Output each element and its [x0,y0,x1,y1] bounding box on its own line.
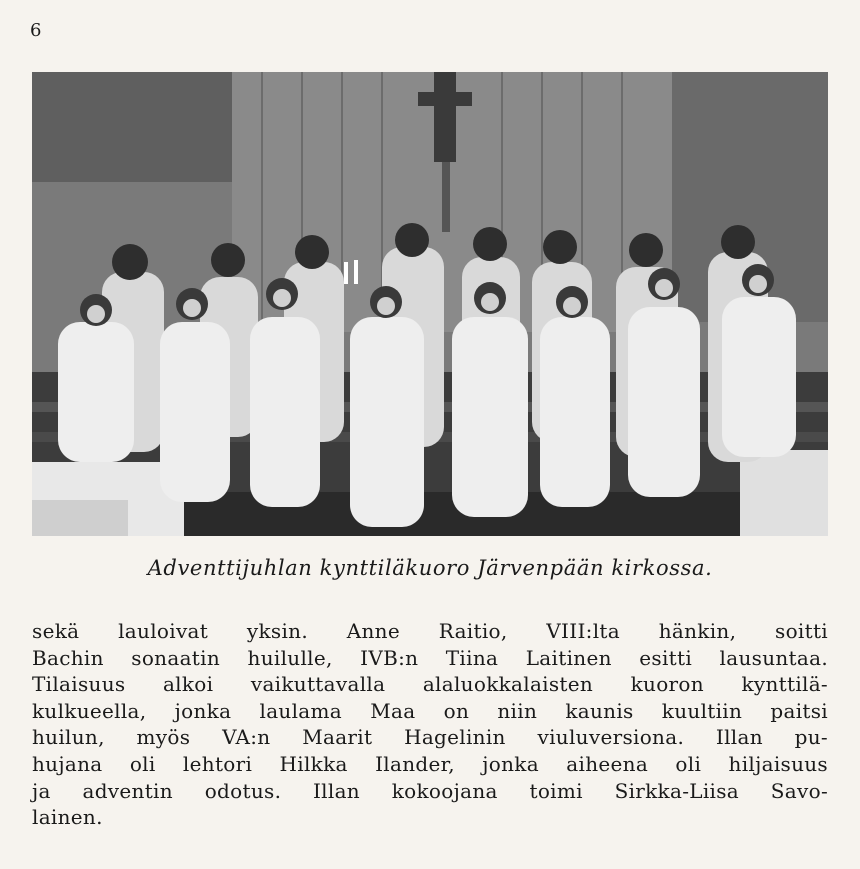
paragraph-line: lainen. [32,805,103,830]
choir-photo [32,72,828,536]
paragraph-line: kulkueella, jonka laulama Maa on niin kaunis kuultiin paitsi [32,698,828,723]
paragraph-line: Tilaisuus alkoi vaikuttavalla alaluokkalaisten kuoron kynttilä- [32,672,828,697]
paragraph-line: sekä lauloivat yksin. Anne Raitio, VIII:lta hänkin, soitti [32,619,828,643]
paragraph-line: ja adventin odotus. Illan kokoojana toimi Sirkka-Liisa Savo- [32,778,828,803]
body-paragraph [32,618,828,831]
page-number: 6 [30,20,42,41]
paragraph-line: huilun, myös VA:n Maarit Hagelinin viuluversiona. Illan pu- [32,725,828,750]
photo-caption: Adventtijuhlan kynttiläkuoro Järvenpään kirkossa. [147,556,713,580]
paragraph-line: Bachin sonaatin huilulle, IVB:n Tiina Laitinen esitti lausuntaa. [32,645,828,670]
paragraph-line: hujana oli lehtori Hilkka Ilander, jonka aiheena oli hiljaisuus [32,751,828,776]
